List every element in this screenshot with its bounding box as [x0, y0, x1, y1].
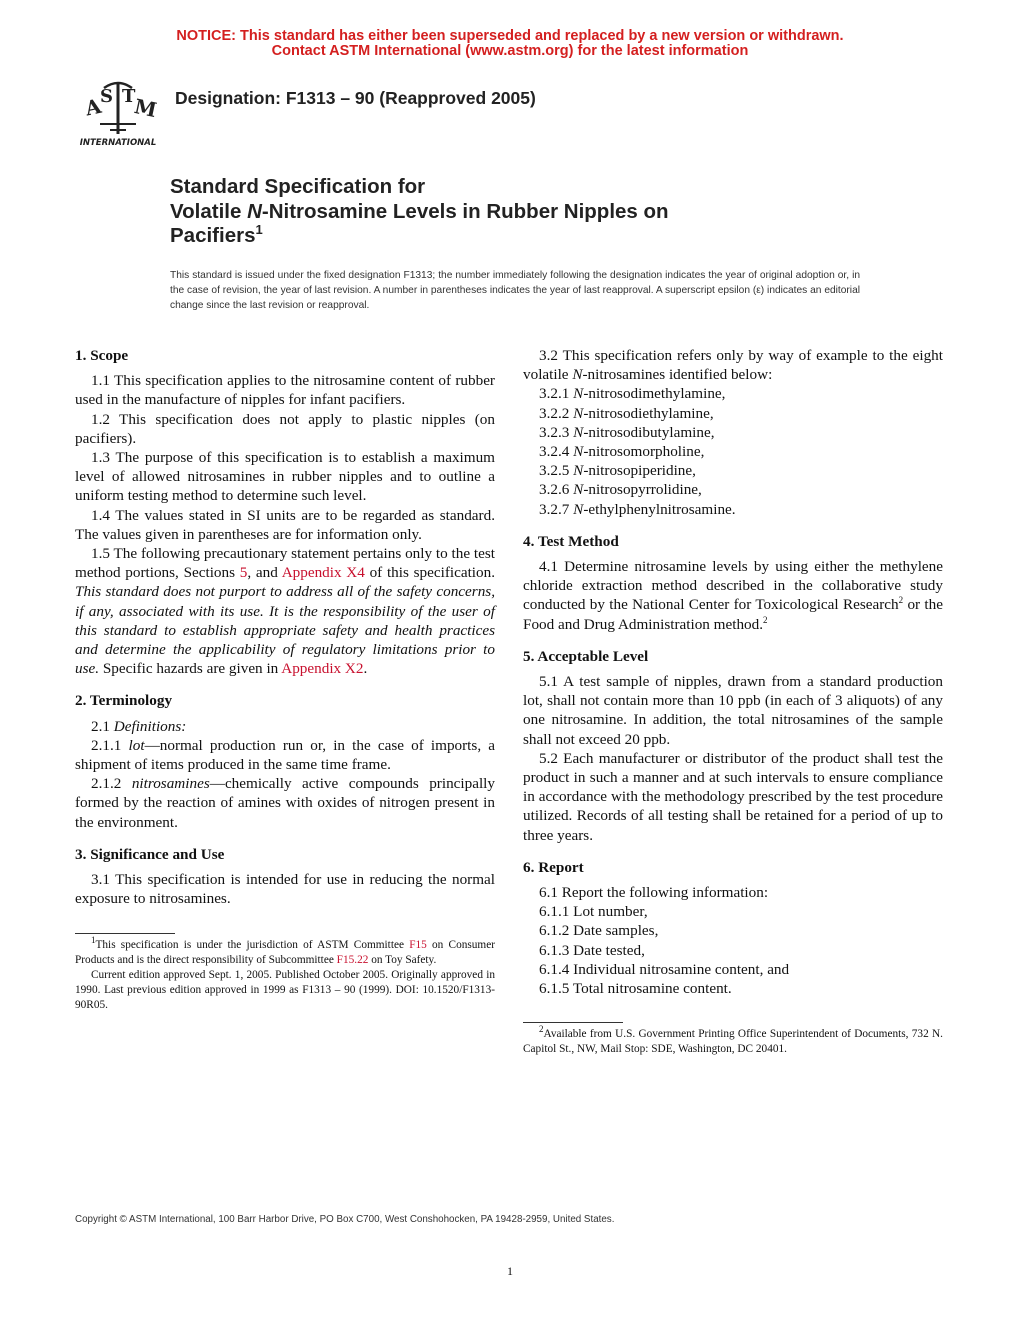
nitrosamine-item-num: 3.2.1: [539, 385, 574, 403]
footnote-1-marker: 1: [91, 935, 96, 946]
scope-1-1: 1.1 This specification applies to the nitrosamine content of rubber used in the manufacture of nipples for infant pacifiers.: [75, 372, 495, 409]
scope-1-5-d: Specific hazards are given in: [99, 660, 282, 678]
acceptable-5-1: 5.1 A test sample of nipples, drawn from a standard production lot, shall not contain more than 10 ppb (in each of 3 aliquots) of any one nitrosamine. In addition, the total nitrosamines of the sample shall not exceed 20 ppb.: [523, 673, 943, 748]
acceptable-level-heading: 5. Acceptable Level: [523, 647, 649, 665]
scope-1-5-e: .: [363, 660, 368, 678]
logo-letter-t: T: [122, 86, 136, 107]
title-line-2-pre: Volatile: [170, 200, 248, 223]
significance-3-2-b: -nitrosamines identified below:: [582, 366, 773, 384]
scope-1-5-b: , and: [247, 564, 282, 582]
report-item: 6.1.3 Date tested,: [539, 941, 645, 959]
footnote-2-ref-2: 2: [763, 614, 768, 625]
footnote-1-a: This specification is under the jurisdiction of ASTM Committee: [95, 939, 410, 952]
footnote-2-text: Available from U.S. Government Printing Office Superintendent of Documents, 732 N. Capitol St., NW, Mail Stop: SDE, Washington, DC 20401.: [523, 1028, 943, 1056]
scope-heading: 1. Scope: [75, 347, 129, 364]
copyright: Copyright © ASTM International, 100 Barr Harbor Drive, PO Box C700, West Conshohocken, PA 19428-2959, United States.: [75, 1214, 615, 1225]
terminology-2-1-1: [75, 736, 495, 774]
terminology-2-1-num: 2.1: [91, 717, 114, 735]
terminology-2-1: [75, 717, 495, 736]
terminology-2-1-1-num: 2.1.1: [91, 736, 129, 754]
title-line-3: [170, 224, 263, 248]
term-nitrosamines: nitrosamines: [131, 775, 210, 793]
scope-1-5: [75, 544, 495, 678]
footnote-1-b: on Consumer Products and is the direct responsibility of Subcommittee: [75, 939, 495, 967]
logo-letter-a: A: [83, 93, 104, 121]
term-lot-definition: —normal production run or, in the case of imports, a shipment of items produced in the same time frame.: [75, 736, 495, 774]
significance-heading: 3. Significance and Use: [75, 845, 225, 863]
title-line-2: [170, 200, 669, 224]
significance-3-2-a: 3.2 This specification refers only by way of example to the eight volatile: [523, 347, 943, 384]
notice-line-1: NOTICE: This standard has either been superseded and replaced by a new version or withdrawn.: [176, 28, 844, 44]
report-item: 6.1.1 Lot number,: [539, 903, 648, 921]
footnote-2-marker: 2: [539, 1024, 544, 1035]
footnote-1: [75, 935, 495, 968]
nitrosamine-item-n: N: [573, 481, 584, 499]
left-column: [75, 346, 495, 1012]
nitrosamine-item: [523, 423, 943, 442]
nitrosamine-list: [523, 384, 943, 518]
nitrosamine-item: [523, 480, 943, 499]
report-6-1: 6.1 Report the following information:: [539, 884, 769, 902]
nitrosamine-item: [523, 384, 943, 403]
section-5-link[interactable]: 5: [239, 564, 248, 582]
scope-1-5-c: of this specification.: [364, 564, 496, 582]
term-lot: lot: [128, 736, 145, 754]
scope-1-3: 1.3 The purpose of this specification is to establish a maximum level of allowed nitrosamines in rubber nipples and to outline a uniform testing method to determine such level.: [75, 449, 495, 505]
safety-caveat: This standard does not purport to address all of the safety concerns, if any, associated with its use. It is the responsibility of the user of this standard to establish appropriate safety and health practices and determine the applicability of regulatory limitations prior to use.: [75, 583, 495, 678]
nitrosamine-item-num: 3.2.7: [539, 500, 574, 518]
scope-1-4: 1.4 The values stated in SI units are to be regarded as standard. The values given in parentheses are for information only.: [75, 506, 495, 543]
test-method-4-1-b: or the Food and Drug Administration method.: [523, 596, 943, 633]
page-number: 1: [507, 1264, 513, 1278]
appendix-x4-link[interactable]: Appendix X4: [281, 564, 365, 582]
definitions-label: Definitions:: [113, 717, 187, 735]
terminology-2-1-2: [75, 774, 495, 832]
nitrosamine-item-n: N: [573, 423, 584, 441]
scope-1-5-a: 1.5 The following precautionary statement pertains only to the test method portions, Sections: [75, 545, 495, 582]
term-nitrosamines-definition: —chemically active compounds principally formed by the reaction of amines with oxides of nitrogen present in the environment.: [75, 775, 495, 831]
nitrosamine-item-name: -ethylphenylnitrosamine.: [583, 500, 736, 518]
report-item: 6.1.5 Total nitrosamine content.: [539, 980, 732, 998]
subcommittee-f15-22-link[interactable]: F15.22: [336, 954, 369, 967]
title-line-2-post: -Nitrosamine Levels in Rubber Nipples on: [261, 200, 669, 223]
title-line-1: Standard Specification for: [170, 175, 426, 198]
logo-letter-s: S: [100, 86, 113, 107]
nitrosamine-item-name: -nitrosopyrrolidine,: [583, 481, 702, 499]
footnote-1-c: on Toy Safety.: [368, 954, 437, 967]
nitrosamine-item-name: -nitrosodiethylamine,: [583, 404, 714, 422]
nitrosamine-item-n: N: [573, 500, 584, 518]
nitrosamine-item-num: 3.2.3: [539, 423, 574, 441]
scope-1-2: 1.2 This specification does not apply to plastic nipples (on pacifiers).: [75, 410, 495, 447]
acceptable-5-2: 5.2 Each manufacturer or distributor of the product shall test the product in such a manner and at such intervals to ensure compliance in accordance with the methodology prescribed by the test procedure utilized. Records of all testing shall be retained for a period of up to three years.: [523, 749, 943, 844]
nitrosamine-item-num: 3.2.5: [539, 462, 574, 480]
terminology-2-1-2-num: 2.1.2: [91, 775, 132, 793]
nitrosamine-item-num: 3.2.4: [539, 443, 574, 461]
footnote-2: [523, 1024, 943, 1057]
astm-logo: [74, 74, 162, 148]
nitrosamine-item-name: -nitrosopiperidine,: [583, 462, 696, 480]
test-method-heading: 4. Test Method: [523, 532, 619, 550]
logo-letter-m: M: [132, 94, 159, 123]
nitrosamine-item-name: -nitrosomorpholine,: [583, 443, 705, 461]
nitrosamine-item-n: N: [573, 443, 584, 461]
nitrosamine-item-n: N: [573, 404, 584, 422]
terminology-heading: 2. Terminology: [75, 692, 173, 710]
report-list: [523, 902, 943, 998]
notice-line-2: Contact ASTM International (www.astm.org) for the latest information: [271, 43, 749, 59]
nitrosamine-item: [523, 461, 943, 480]
committee-f15-link[interactable]: F15: [409, 939, 427, 952]
report-heading: 6. Report: [523, 858, 584, 876]
logo-international: INTERNATIONAL: [79, 138, 157, 148]
significance-3-1: 3.1 This specification is intended for use in reducing the normal exposure to nitrosamines.: [75, 871, 495, 908]
title-italic-n: N: [247, 200, 262, 223]
right-column: [523, 346, 943, 1057]
appendix-x2-link[interactable]: Appendix X2: [281, 660, 364, 678]
title-footnote-ref: 1: [255, 222, 263, 238]
title-line-3-text: Pacifiers: [170, 224, 256, 247]
footnote-1-edition: Current edition approved Sept. 1, 2005. Published October 2005. Originally approved in 1990. Last previous edition approved in 1999 as F1313 – 90 (1999). DOI: 10.1520/F1313-90R05.: [75, 969, 495, 1011]
nitrosamine-item-num: 3.2.2: [539, 404, 574, 422]
designation: Designation: F1313 – 90 (Reapproved 2005): [175, 88, 536, 108]
nitrosamine-item-num: 3.2.6: [539, 481, 574, 499]
nitrosamine-item-n: N: [573, 462, 584, 480]
nitrosamine-item-name: -nitrosodimethylamine,: [583, 385, 726, 403]
issued-note: This standard is issued under the fixed designation F1313; the number immediately following the designation indicates the year of original adoption or, in the case of revision, the year of last revision. A number in parentheses indicates the year of last reapproval. A superscript epsilon (ε) indicates an editorial change since the last revision or reapproval.: [170, 270, 860, 311]
test-method-4-1-a: 4.1 Determine nitrosamine levels by using either the methylene chloride extraction method described in the collaborative study conducted by the National Center for Toxicological Research: [523, 558, 943, 614]
footnote-2-ref-1: 2: [898, 595, 904, 606]
report-item: 6.1.4 Individual nitrosamine content, and: [539, 960, 790, 978]
nitrosamine-item-n: N: [573, 385, 584, 403]
nitrosamine-item: [523, 500, 943, 519]
nitrosamine-item: [523, 442, 943, 461]
significance-3-2-n: N: [572, 366, 583, 384]
significance-3-2: [523, 346, 943, 384]
nitrosamine-item: [523, 404, 943, 423]
report-item: 6.1.2 Date samples,: [539, 922, 659, 940]
nitrosamine-item-name: -nitrosodibutylamine,: [583, 423, 715, 441]
test-method-4-1: [523, 557, 943, 634]
